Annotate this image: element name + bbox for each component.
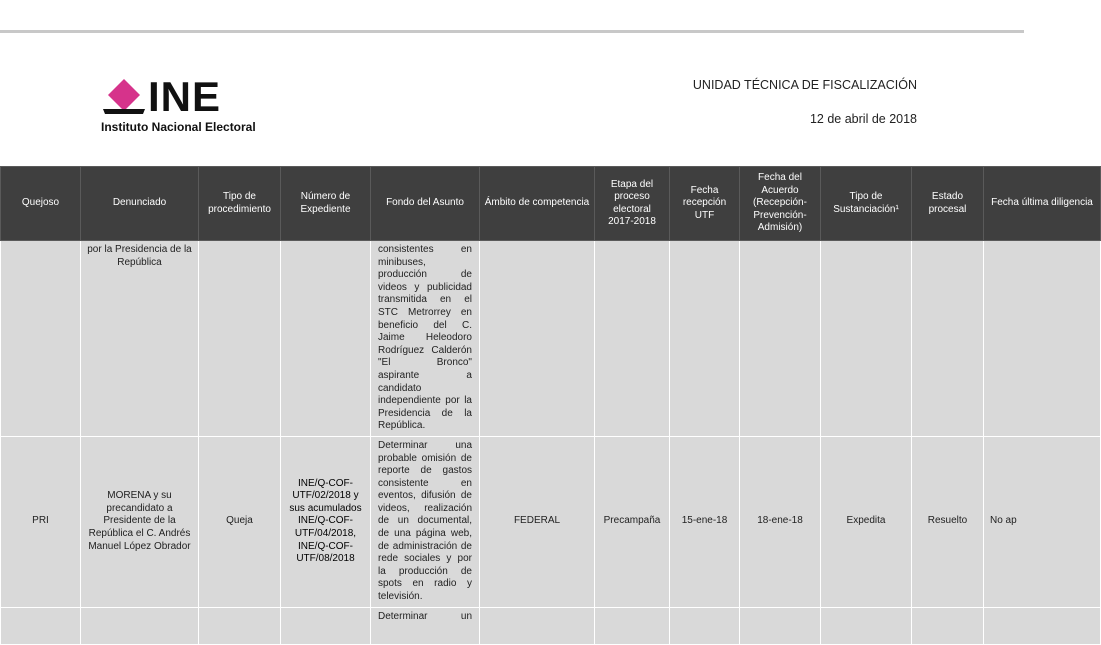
cell-sustanciacion — [821, 607, 912, 644]
cell-ultima — [984, 241, 1101, 437]
table-row — [1, 241, 1101, 437]
cell-quejoso — [1, 241, 81, 437]
cell-etapa — [595, 241, 670, 437]
complaints-table — [0, 166, 1093, 622]
col-quejoso: Quejoso — [1, 167, 81, 241]
cell-expediente — [281, 607, 371, 644]
cell-estado — [912, 607, 984, 644]
cell-expediente: INE/Q-COF-UTF/02/2018 y sus acumulados INE/Q-COF-UTF/04/2018, INE/Q-COF-UTF/08/2018 — [281, 436, 371, 607]
cell-etapa: Precampaña — [595, 436, 670, 607]
cell-fecha-acuerdo — [740, 241, 821, 437]
cell-quejoso: PRI — [1, 436, 81, 607]
cell-quejoso — [1, 607, 81, 644]
document-date: 12 de abril de 2018 — [809, 112, 917, 126]
cell-sustanciacion: Expedita — [821, 436, 912, 607]
cell-tipo — [199, 241, 281, 437]
cell-ultima — [984, 607, 1101, 644]
cell-tipo: Queja — [199, 436, 281, 607]
col-fondo-asunto: Fondo del Asunto — [371, 167, 480, 241]
cell-fondo: consistentes en minibuses, producción de videos y publicidad transmitida en el STC Metrorrey en beneficio del C. Jaime Heleodoro Rodríguez Calderón "El Bronco" aspirante a candidato independiente por la Presidencia de la República. — [371, 241, 480, 437]
cell-fecha-utf — [670, 607, 740, 644]
col-fecha-recepcion: Fecha recepción UTF — [670, 167, 740, 241]
cell-fecha-acuerdo: 18-ene-18 — [740, 436, 821, 607]
cell-fondo: Determinar un — [371, 607, 480, 644]
cell-tipo — [199, 607, 281, 644]
top-divider — [0, 30, 1024, 33]
col-denunciado: Denunciado — [81, 167, 199, 241]
cell-fondo: Determinar una probable omisión de reporte de gastos consistente en eventos, difusión de videos, realización de un documental, de una página web, de administración de rede sociales y por la producción de spots en radio y televisión. — [371, 436, 480, 607]
cell-estado: Resuelto — [912, 436, 984, 607]
cell-denunciado: MORENA y su precandidato a Presidente de la República el C. Andrés Manuel López Obrador — [81, 436, 199, 607]
col-tipo-procedimiento: Tipo de procedimiento — [199, 167, 281, 241]
cell-expediente — [281, 241, 371, 437]
col-fecha-ultima: Fecha última diligencia — [984, 167, 1101, 241]
table-row — [1, 607, 1101, 644]
col-estado-procesal: Estado procesal — [912, 167, 984, 241]
cell-etapa — [595, 607, 670, 644]
col-tipo-sustanciacion: Tipo de Sustanciación¹ — [821, 167, 912, 241]
cell-ambito — [480, 241, 595, 437]
cell-denunciado: por la Presidencia de la República — [81, 241, 199, 437]
logo-word: INE — [148, 73, 222, 120]
logo-subtitle: Instituto Nacional Electoral — [101, 120, 256, 134]
cell-sustanciacion — [821, 241, 912, 437]
col-fecha-acuerdo: Fecha del Acuerdo (Recepción-Prevención-Admisión) — [740, 167, 821, 241]
cell-ambito: FEDERAL — [480, 436, 595, 607]
col-etapa: Etapa del proceso electoral 2017-2018 — [595, 167, 670, 241]
col-numero-expediente: Número de Expediente — [281, 167, 371, 241]
header-row — [1, 167, 1101, 241]
cell-fecha-utf — [670, 241, 740, 437]
ine-diamond-icon — [100, 76, 146, 118]
cell-ambito — [480, 607, 595, 644]
cell-fecha-acuerdo — [740, 607, 821, 644]
cell-fecha-utf: 15-ene-18 — [670, 436, 740, 607]
table-row — [1, 436, 1101, 607]
cell-denunciado — [81, 607, 199, 644]
unit-title: UNIDAD TÉCNICA DE FISCALIZACIÓN — [692, 78, 917, 92]
ine-logo — [100, 73, 260, 136]
cell-ultima: No ap — [984, 436, 1101, 607]
col-ambito: Ámbito de competencia — [480, 167, 595, 241]
cell-estado — [912, 241, 984, 437]
